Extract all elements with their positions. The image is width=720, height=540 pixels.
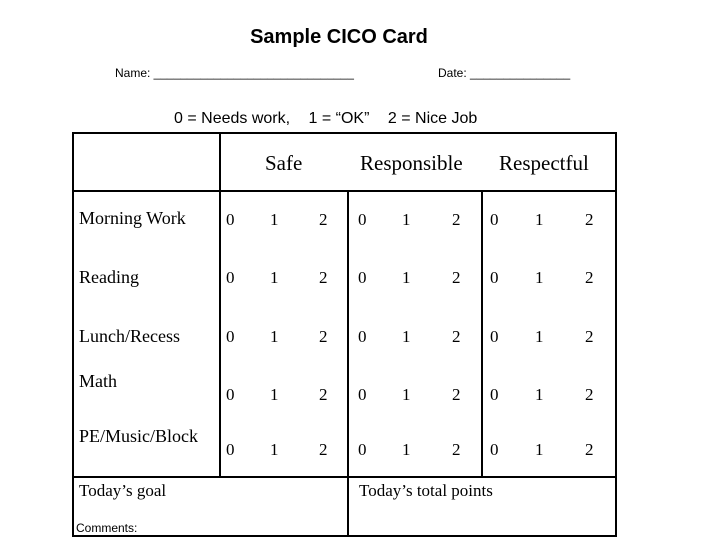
score-option[interactable]: 1	[535, 210, 544, 229]
todays-goal-label: Today’s goal	[79, 481, 167, 500]
row-label: Reading	[79, 267, 139, 287]
score-option[interactable]: 2	[319, 210, 328, 229]
score-option[interactable]: 0	[226, 440, 235, 459]
score-option[interactable]: 0	[490, 440, 499, 459]
score-option[interactable]: 2	[585, 440, 594, 459]
score-option[interactable]: 0	[226, 385, 235, 404]
row-label: Morning Work	[79, 208, 186, 228]
footer-divider	[72, 476, 617, 478]
comments-label: Comments:	[76, 521, 138, 535]
score-option[interactable]: 1	[402, 268, 411, 287]
score-option[interactable]: 2	[319, 327, 328, 346]
score-option[interactable]: 1	[270, 440, 279, 459]
score-option[interactable]: 0	[490, 385, 499, 404]
score-option[interactable]: 0	[226, 327, 235, 346]
column-header-safe: Safe	[265, 151, 303, 175]
row-label: Math	[79, 371, 117, 391]
footer-column-divider	[347, 476, 349, 537]
score-option[interactable]: 1	[270, 268, 279, 287]
label-column-divider	[219, 132, 221, 476]
score-option[interactable]: 2	[452, 268, 461, 287]
score-option[interactable]: 2	[319, 440, 328, 459]
legend-two: 2 = Nice Job	[387, 110, 478, 127]
score-option[interactable]: 2	[585, 268, 594, 287]
score-option[interactable]: 1	[535, 268, 544, 287]
score-option[interactable]: 1	[535, 327, 544, 346]
score-option[interactable]: 1	[535, 385, 544, 404]
responsible-column-divider	[481, 190, 483, 476]
score-option[interactable]: 0	[490, 210, 499, 229]
score-option[interactable]: 0	[226, 210, 235, 229]
score-option[interactable]: 0	[358, 440, 367, 459]
legend-zero: 0 = Needs work,	[174, 110, 291, 127]
score-option[interactable]: 1	[535, 440, 544, 459]
score-option[interactable]: 2	[585, 385, 594, 404]
column-header-responsible: Responsible	[360, 151, 463, 175]
score-option[interactable]: 0	[490, 268, 499, 287]
score-option[interactable]: 1	[402, 327, 411, 346]
score-option[interactable]: 1	[402, 440, 411, 459]
score-option[interactable]: 0	[226, 268, 235, 287]
score-option[interactable]: 0	[490, 327, 499, 346]
score-option[interactable]: 2	[319, 385, 328, 404]
score-option[interactable]: 1	[402, 210, 411, 229]
score-option[interactable]: 0	[358, 210, 367, 229]
header-divider	[72, 190, 617, 192]
card-title: Sample CICO Card	[250, 26, 428, 48]
todays-total-label: Today’s total points	[359, 481, 493, 500]
score-option[interactable]: 2	[319, 268, 328, 287]
score-option[interactable]: 1	[270, 385, 279, 404]
score-option[interactable]: 1	[270, 327, 279, 346]
score-option[interactable]: 0	[358, 327, 367, 346]
score-option[interactable]: 2	[585, 327, 594, 346]
score-option[interactable]: 2	[452, 440, 461, 459]
legend-one: 1 = “OK”	[308, 110, 370, 127]
name-field-label: Name: ______________________________	[115, 66, 354, 80]
score-option[interactable]: 1	[270, 210, 279, 229]
date-field-label: Date: _______________	[438, 66, 571, 80]
score-option[interactable]: 1	[402, 385, 411, 404]
score-option[interactable]: 2	[585, 210, 594, 229]
score-option[interactable]: 2	[452, 210, 461, 229]
score-option[interactable]: 0	[358, 268, 367, 287]
column-header-respectful: Respectful	[499, 151, 589, 175]
row-label: Lunch/Recess	[79, 326, 180, 346]
score-option[interactable]: 2	[452, 327, 461, 346]
safe-column-divider	[347, 190, 349, 476]
row-label: PE/Music/Block	[79, 426, 199, 446]
score-legend	[174, 110, 491, 128]
score-option[interactable]: 0	[358, 385, 367, 404]
score-option[interactable]: 2	[452, 385, 461, 404]
